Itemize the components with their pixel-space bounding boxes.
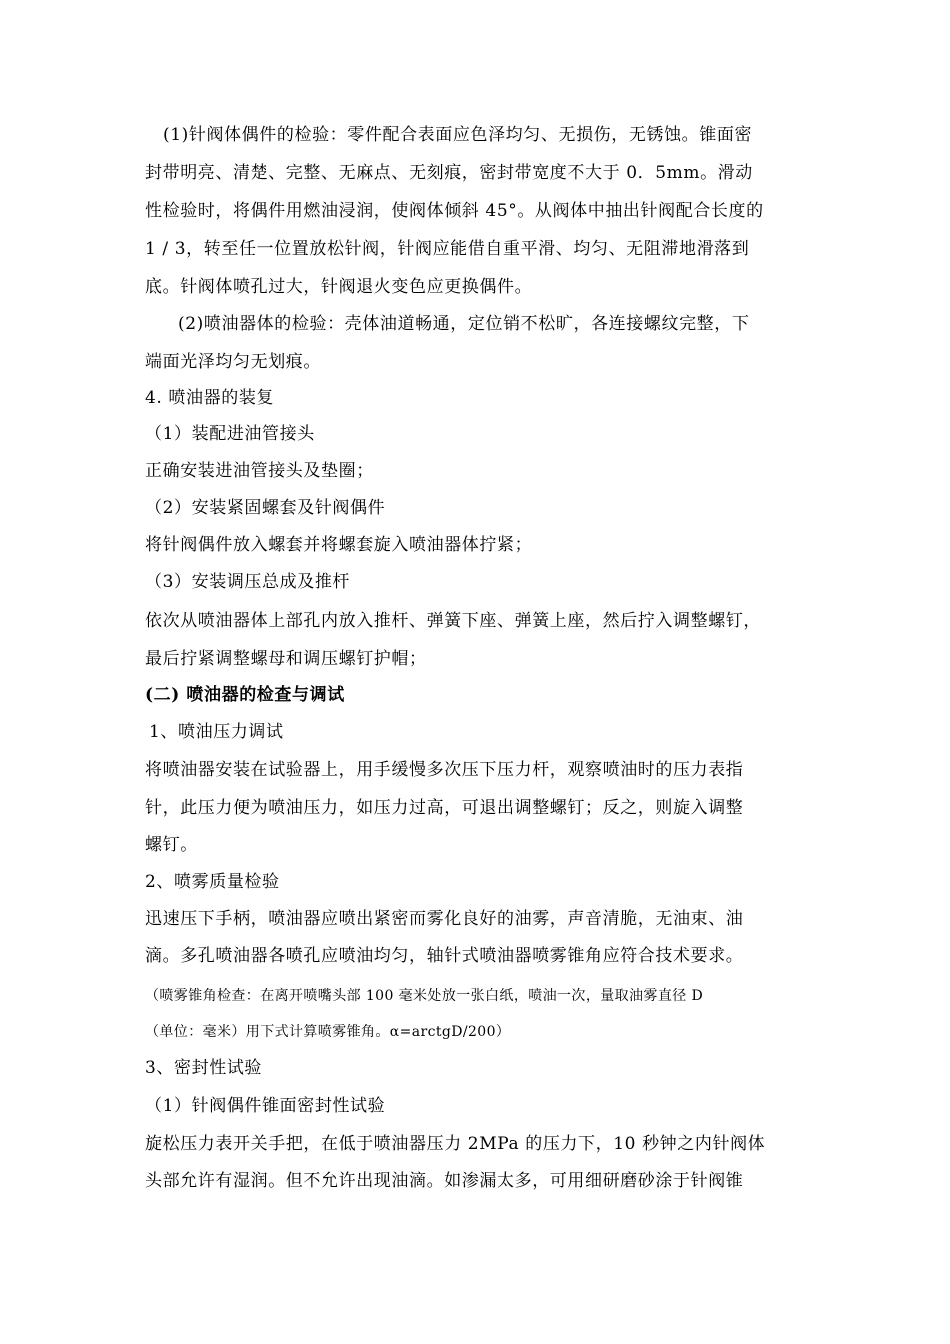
subheading-spray-quality: 2、喷雾质量检验 [145, 872, 280, 892]
paragraph-needle-valve-inspection-line-4: 1 / 3，转至任一位置放松针阀，针阀应能借自重平滑、均匀、无阻滞地滑落到 [145, 239, 750, 259]
note-spray-cone-angle-line-1: （喷雾锥角检查：在离开喷嘴头部 100 毫米处放一张白纸，喷油一次，量取油雾直径 D [145, 988, 704, 1004]
step-2-heading: （2）安装紧固螺套及针阀偶件 [145, 498, 386, 518]
section-heading-inspection-and-tuning: (二) 喷油器的检查与调试 [145, 685, 345, 705]
paragraph-needle-valve-inspection-line-2: 封带明亮、清楚、完整、无麻点、无刻痕，密封带宽度不大于 0．5mm。滑动 [145, 163, 753, 183]
paragraph-needle-valve-inspection-line-3: 性检验时，将偶件用燃油浸润，使阀体倾斜 45°。从阀体中抽出针阀配合长度的 [145, 201, 764, 221]
paragraph-injector-body-inspection-line-2: 端面光泽均匀无划痕。 [145, 352, 321, 372]
paragraph-needle-valve-inspection-line-5: 底。针阀体喷孔过大，针阀退火变色应更换偶件。 [145, 277, 533, 297]
subheading-cone-seal-test: （1）针阀偶件锥面密封性试验 [145, 1096, 386, 1116]
paragraph-needle-valve-inspection-line-1: (1)针阀体偶件的检验：零件配合表面应色泽均匀、无损伤，无锈蚀。锥面密 [163, 125, 753, 145]
subheading-pressure-tuning: 1、喷油压力调试 [149, 722, 284, 742]
step-3-text-line-2: 最后拧紧调整螺母和调压螺钉护帽； [145, 649, 427, 669]
paragraph-pressure-tuning-line-2: 针，此压力便为喷油压力，如压力过高，可退出调整螺钉；反之，则旋入调整 [145, 798, 744, 818]
paragraph-pressure-tuning-line-1: 将喷油器安装在试验器上，用手缓慢多次压下压力杆，观察喷油时的压力表指 [145, 760, 744, 780]
paragraph-injector-body-inspection-line-1: (2)喷油器体的检验：壳体油道畅通，定位销不松旷，各连接螺纹完整，下 [178, 314, 750, 334]
paragraph-cone-seal-test-line-2: 头部允许有湿润。但不允许出现油滴。如渗漏太多，可用细研磨砂涂于针阀锥 [145, 1171, 744, 1191]
paragraph-cone-seal-test-line-1: 旋松压力表开关手把，在低于喷油器压力 2MPa 的压力下，10 秒钟之内针阀体 [145, 1134, 766, 1154]
paragraph-pressure-tuning-line-3: 螺钉。 [145, 835, 198, 855]
step-2-text: 将针阀偶件放入螺套并将螺套旋入喷油器体拧紧； [145, 535, 533, 555]
note-spray-cone-angle-line-2: （单位：毫米）用下式计算喷雾锥角。α=arctgD/200） [145, 1024, 511, 1040]
paragraph-spray-quality-line-2: 滴。多孔喷油器各喷孔应喷油均匀，轴针式喷油器喷雾锥角应符合技术要求。 [145, 946, 744, 966]
step-3-text-line-1: 依次从喷油器体上部孔内放入推杆、弹簧下座、弹簧上座，然后拧入调整螺钉， [145, 611, 761, 631]
step-1-text: 正确安装进油管接头及垫圈； [145, 461, 374, 481]
step-3-heading: （3）安装调压总成及推杆 [145, 572, 351, 592]
paragraph-spray-quality-line-1: 迅速压下手柄，喷油器应喷出紧密而雾化良好的油雾，声音清脆，无油束、油 [145, 909, 744, 929]
heading-injector-reassembly: 4. 喷油器的装复 [145, 388, 275, 408]
step-1-heading: （1）装配进油管接头 [145, 424, 315, 444]
subheading-seal-test: 3、密封性试验 [145, 1058, 263, 1078]
